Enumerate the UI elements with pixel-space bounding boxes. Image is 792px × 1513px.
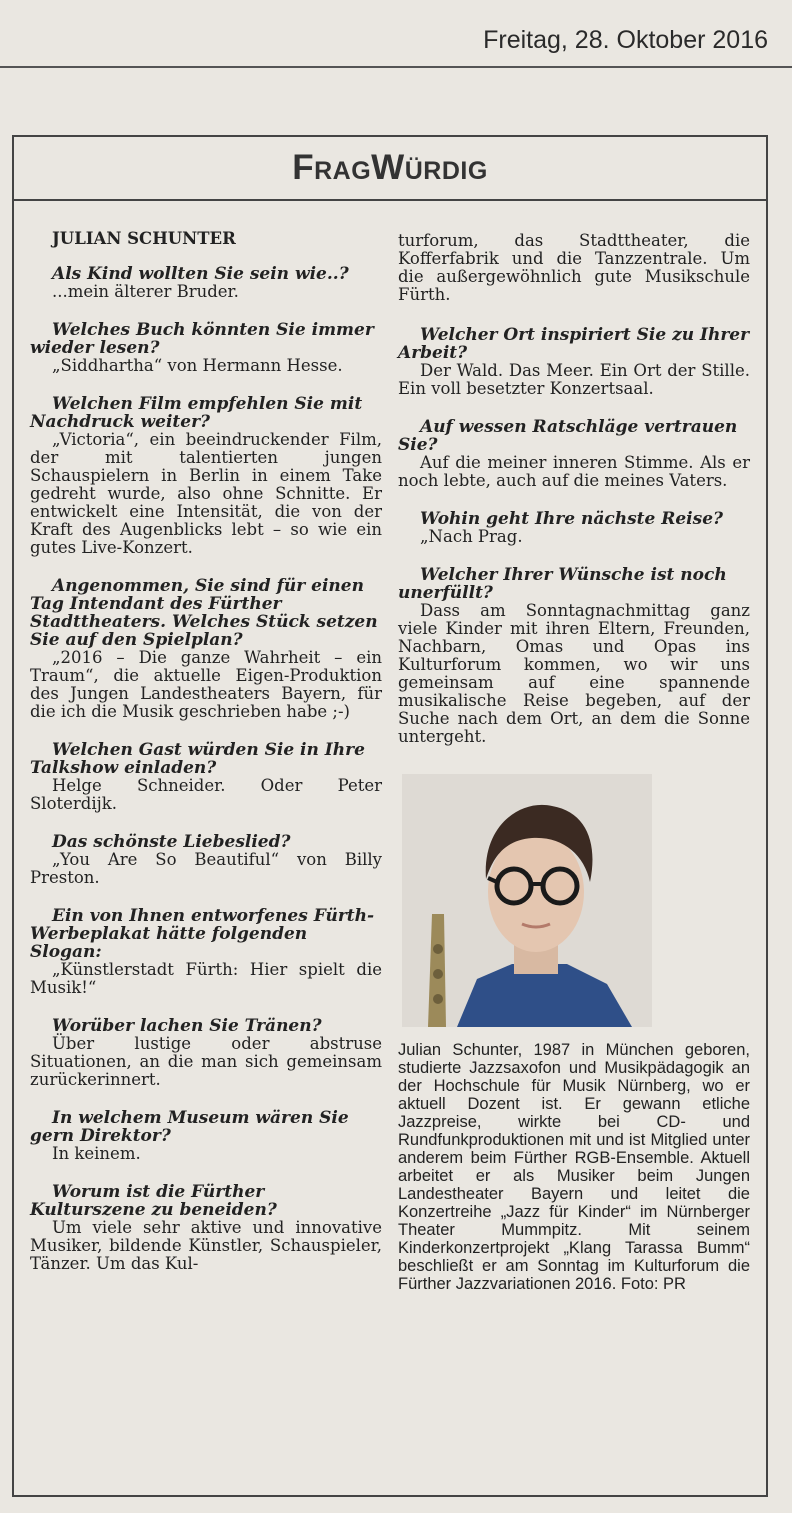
question: Wohin geht Ihre nächste Reise? <box>420 509 723 529</box>
answer: „Siddhartha“ von Hermann Hesse. <box>52 356 343 375</box>
qa-item <box>398 566 750 746</box>
qa-item <box>30 321 382 375</box>
answer: In keinem. <box>52 1144 141 1163</box>
qa-item <box>30 1017 382 1089</box>
question: Angenommen, Sie sind für einen Tag Intendant des Fürther Stadttheaters. Welches Stück setzen Sie auf den Spielplan? <box>30 576 378 650</box>
question: Als Kind wollten Sie sein wie..? <box>52 264 349 284</box>
qa-item <box>30 577 382 721</box>
left-column <box>30 230 382 1293</box>
question: In welchem Museum wären Sie gern Direktor? <box>30 1108 349 1146</box>
title-rag: RAG <box>314 157 372 185</box>
answer: Helge Schneider. Oder Peter Sloterdijk. <box>30 776 382 813</box>
question: Das schönste Liebeslied? <box>52 832 291 852</box>
answer: ...mein älterer Bruder. <box>52 282 239 301</box>
answer: Der Wald. Das Meer. Ein Ort der Stille. Ein voll besetzter Konzertsaal. <box>398 361 750 398</box>
question: Worüber lachen Sie Tränen? <box>52 1016 322 1036</box>
qa-item <box>30 395 382 557</box>
question: Worum ist die Fürther Kulturszene zu beneiden? <box>30 1182 277 1220</box>
answer: „2016 – Die ganze Wahrheit – ein Traum“, die aktuelle Eigen-Produktion des Jungen Landestheaters Bayern, für die ich die Musik geschrieben habe ;-) <box>30 648 382 721</box>
column-title <box>292 148 488 188</box>
qa-item <box>30 833 382 887</box>
answer: Um viele sehr aktive und innovative Musiker, bildende Künstler, Schauspieler, Tänzer. Um das Kul- <box>30 1218 382 1273</box>
question: Welchen Film empfehlen Sie mit Nachdruck weiter? <box>30 394 363 432</box>
qa-item <box>30 741 382 813</box>
qa-item <box>398 418 750 490</box>
question: Welches Buch könnten Sie immer wieder lesen? <box>30 320 374 358</box>
qa-item <box>30 1109 382 1163</box>
qa-item <box>398 510 750 546</box>
answer: „Künstlerstadt Fürth: Hier spielt die Musik!“ <box>30 960 382 997</box>
qa-item <box>30 265 382 301</box>
interviewee-name: JULIAN SCHUNTER <box>52 229 236 248</box>
qa-item <box>398 326 750 398</box>
header-rule <box>0 66 792 68</box>
question: Welchen Gast würden Sie in Ihre Talkshow einladen? <box>30 740 365 778</box>
title-letter-w: W <box>371 148 405 187</box>
answer: „You Are So Beautiful“ von Billy Preston. <box>30 850 382 887</box>
portrait-photo <box>402 774 652 1027</box>
question: Auf wessen Ratschläge vertrauen Sie? <box>398 417 738 455</box>
qa-item <box>30 1183 382 1273</box>
question: Ein von Ihnen entworfenes Fürth-Werbeplakat hätte folgenden Slogan: <box>30 906 375 962</box>
question: Welcher Ihrer Wünsche ist noch unerfüllt? <box>398 565 727 603</box>
answer: Über lustige oder abstruse Situationen, an die man sich gemeinsam zurückerinnert. <box>30 1034 382 1089</box>
answer: „Nach Prag. <box>420 527 523 546</box>
answer: Dass am Sonntagnachmittag ganz viele Kinder mit ihren Eltern, Freunden, Nachbarn, Omas und Opas ins Kulturforum kommen, wo wir uns gemeinsam auf eine spannende musikalische Reise begeben, auf der Suche nach dem Ort, an dem die Sonne untergeht. <box>398 601 750 746</box>
right-column <box>398 232 750 1293</box>
photo-caption: Julian Schunter, 1987 in München geboren, studierte Jazzsaxofon und Musikpädagogik an der Hochschule für Musik Nürnberg, wo er aktuell Dozent ist. Er gewann etliche Jazzpreise, wirkte bei CD- und Rundfunkproduktionen mit und ist Mitglied unter anderem beim Fürther RGB-Ensemble. Aktuell arbeitet er als Musiker beim Jungen Landestheater Bayern und leitet die Konzertreihe „Jazz für Kinder“ im Nürnberger Theater Mummpitz. Mit seinem Kinderkonzertprojekt „Klang Tarassa Bumm“ beschließt er am Sonntag im Kulturforum die Fürther Jazzvariationen 2016. Foto: PR <box>398 1041 750 1293</box>
question: Welcher Ort inspiriert Sie zu Ihrer Arbeit? <box>398 325 750 363</box>
answer: Auf die meiner inneren Stimme. Als er noch lebte, auch auf die meines Vaters. <box>398 453 750 490</box>
newspaper-date: Freitag, 28. Oktober 2016 <box>483 26 768 54</box>
title-uerdig: ÜRDIG <box>404 157 488 185</box>
title-letter-f: F <box>292 148 315 187</box>
qa-item <box>30 907 382 997</box>
answer: „Victoria“, ein beeindruckender Film, der mit talentierten jungen Schauspielern in Berlin in einem Take gedreht wurde, also ohne Schnitte. Er entwickelt eine Intensität, die von der Kraft des Augenblicks lebt – so wie ein gutes Live-Konzert. <box>30 430 382 557</box>
column-title-bar <box>14 137 766 201</box>
answer-continuation: turforum, das Stadttheater, die Kofferfabrik und die Tanzzentrale. Um die außergewöhnlich gute Musikschule Fürth. <box>398 231 750 304</box>
